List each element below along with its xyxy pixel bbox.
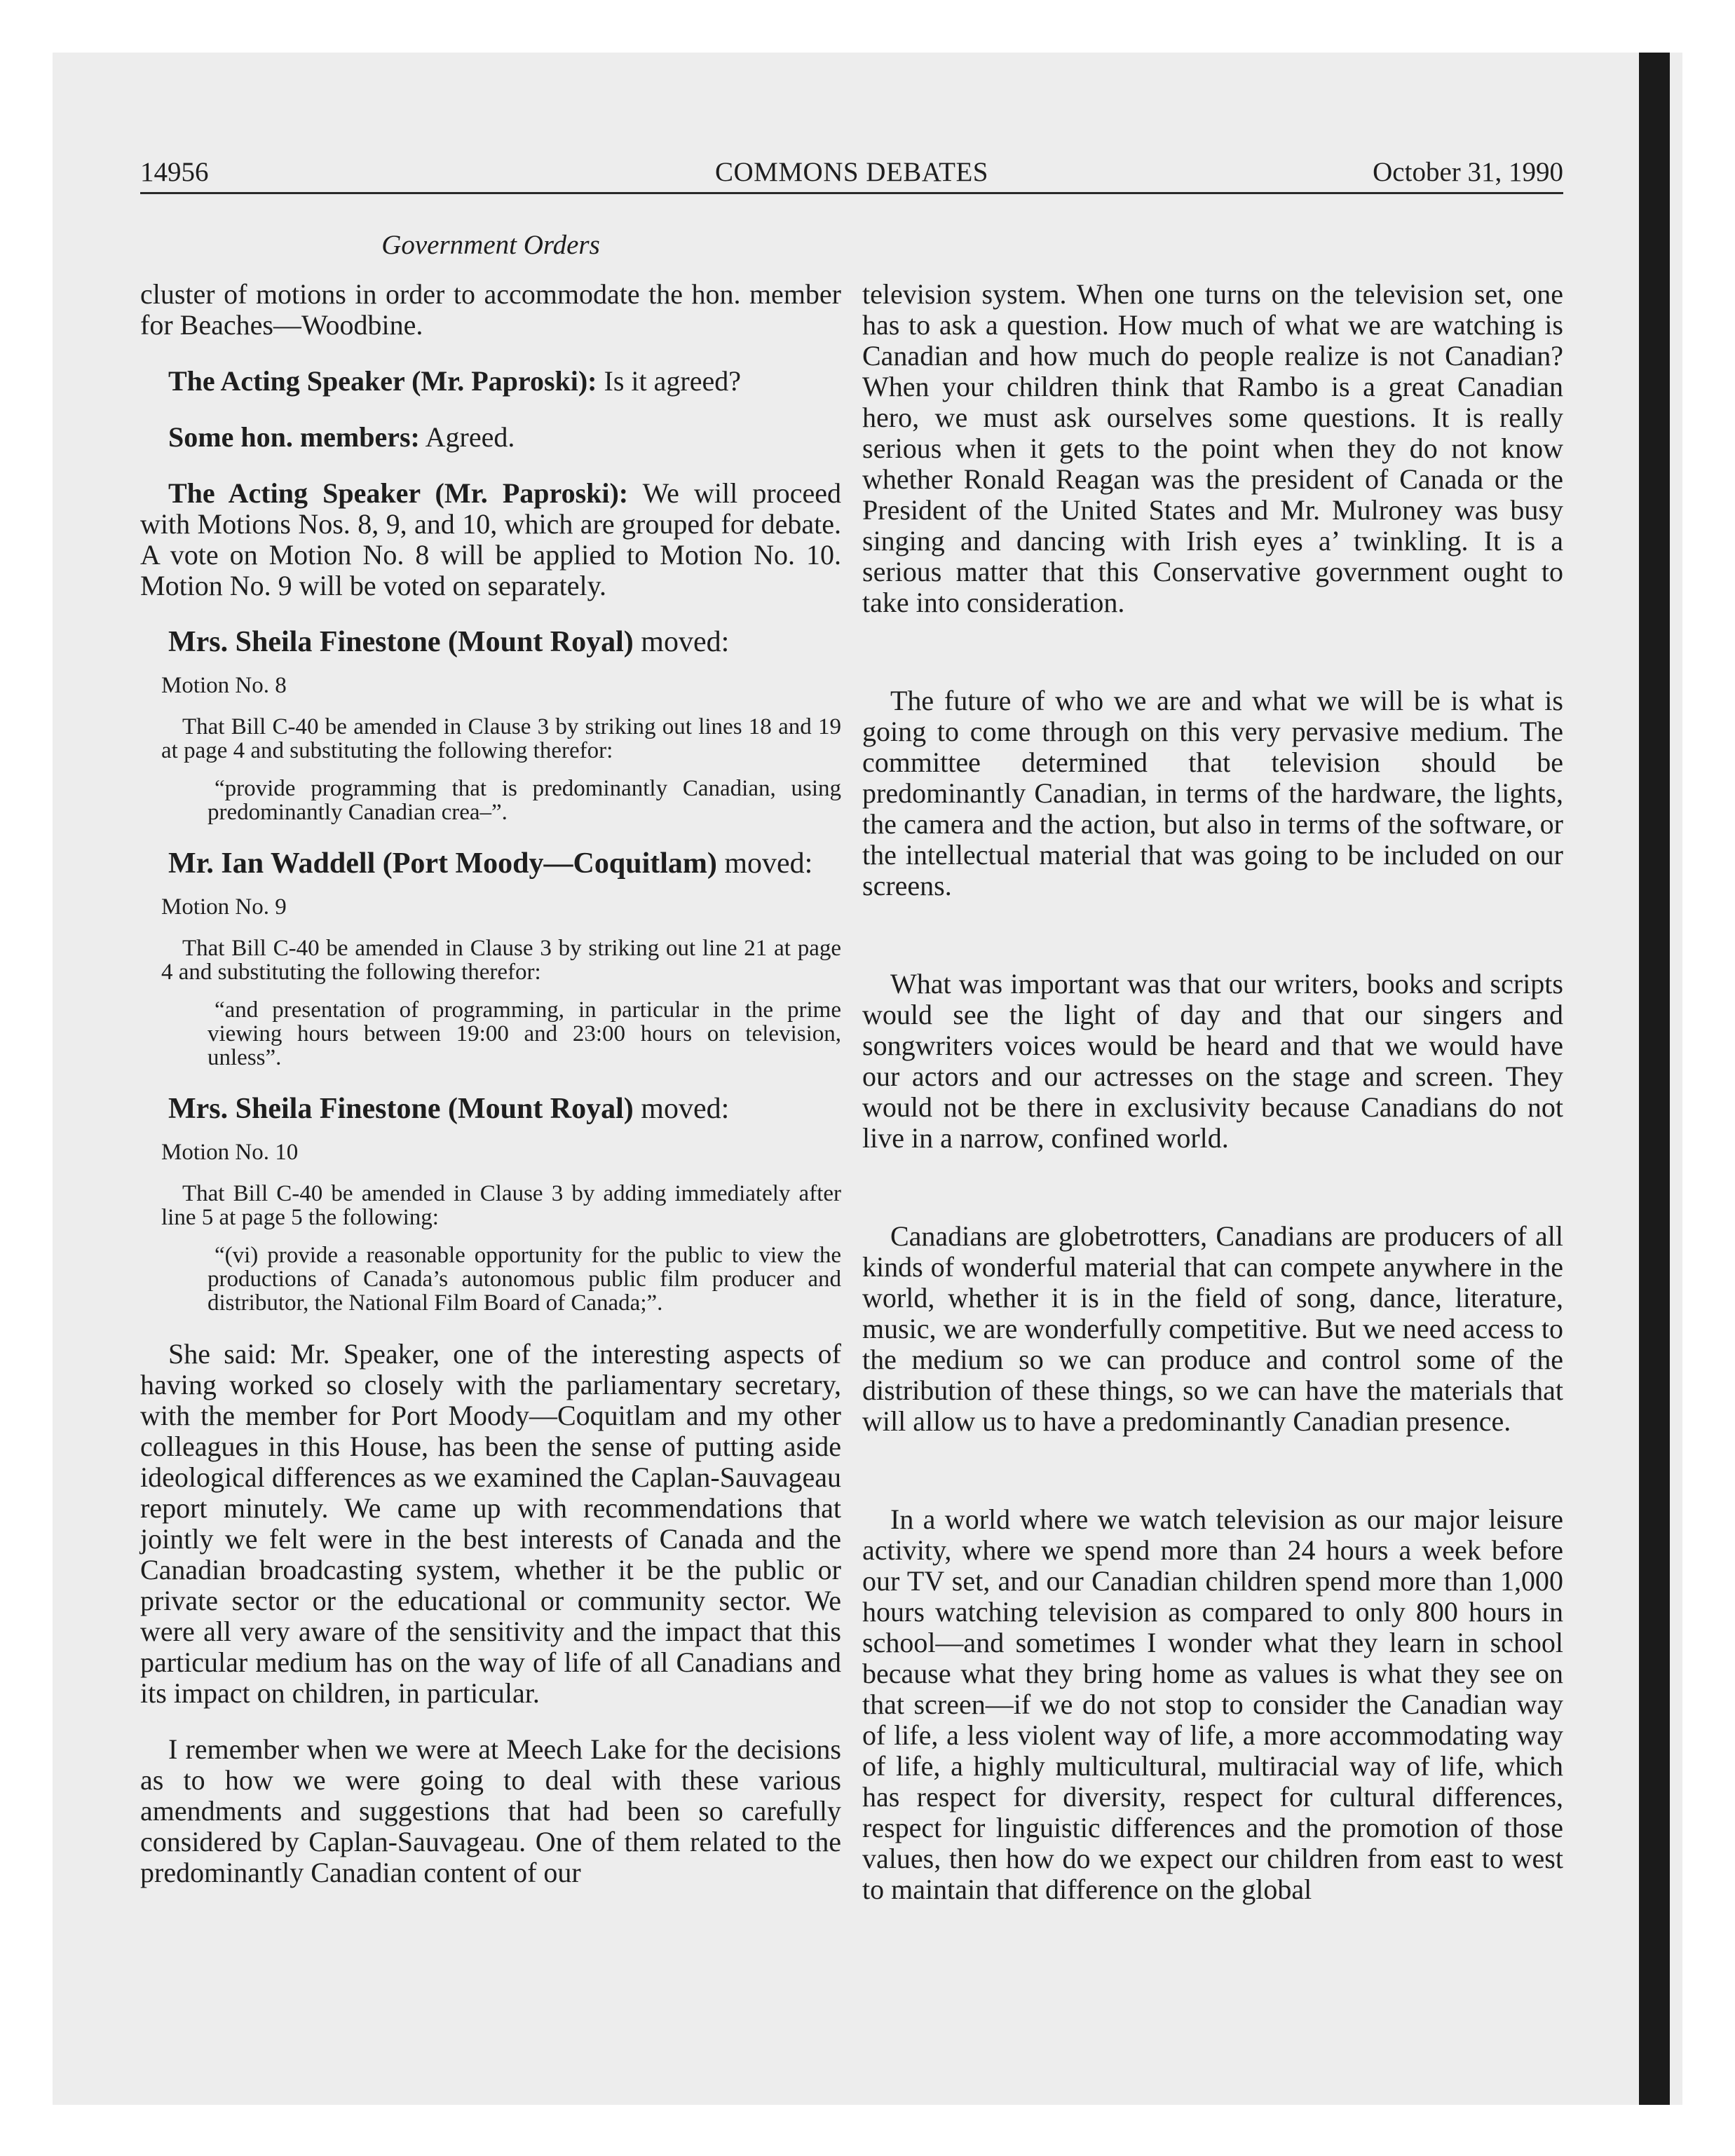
- paragraph: She said: Mr. Speaker, one of the interesting aspects of having worked so closely with the parliamentary secretary, with the member for Port Moody—Coquitlam and my other colleagues in this House, has been the sense of putting aside ideological differences as we examined the Caplan-Sauvageau report minutely. We came up with recommendations that jointly we felt were in the best interests of Canada and the Canadian broadcasting system, whether it be the public or private sector or the educational or community sector. We were all very aware of the sensitivity and the impact that this particular medium has on the way of life of all Canadians and its impact on children, in particular.: [140, 1338, 841, 1709]
- motion-label: Motion No. 10: [161, 1140, 299, 1165]
- moved-word: moved:: [716, 847, 813, 880]
- paragraph: The future of who we are and what we will be is what is going to come through on this very pervasive medium. The committee determined that television should be predominantly Canadian, in terms of the hardware, the lights, the camera and the action, but also in terms of the software, or the intellectual material that was going to be included on our screens.: [862, 685, 1563, 901]
- speaker-name: The Acting Speaker (Mr. Paproski):: [168, 365, 597, 397]
- paragraph: What was important was that our writers, books and scripts would see the light of day and that our singers and songwriters voices would be heard and that we would have our actors and our actresses on the stage and screen. They would not be there in exclusivity because Canadians do not live in a narrow, confined world.: [862, 968, 1563, 1154]
- right-column: [862, 279, 1563, 1972]
- mover-line: [140, 848, 841, 879]
- page-date: October 31, 1990: [1373, 157, 1563, 187]
- motion-quote: “provide programming that is predominantly Canadian, using predominantly Canadian crea–”.: [207, 776, 841, 825]
- motion-text: That Bill C-40 be amended in Clause 3 by adding immediately after line 5 at page 5 the following:: [161, 1181, 841, 1230]
- scan-edge-shadow: [1639, 53, 1670, 2105]
- paragraph: cluster of motions in order to accommodate the hon. member for Beaches—Woodbine.: [140, 278, 841, 341]
- mover-line: [140, 1093, 841, 1124]
- header-rule: [140, 192, 1563, 194]
- mover-name: Mrs. Sheila Finestone (Mount Royal): [168, 626, 634, 658]
- mover-name: Mr. Ian Waddell (Port Moody—Coquitlam): [168, 847, 717, 880]
- paragraph: In a world where we watch television as our major leisure activity, where we spend more than 24 hours a week before our TV set, and our Canadian children spend more than 1,000 hours watching television as compared to only 800 hours in school—and sometimes I wonder what they learn in school because what they bring home as values is what they see on that screen—if we do not stop to consider the Canadian way of life, a less violent way of life, a more accommodating way of life, a highly multicultural, multiracial way of life, which has respect for diversity, respect for cultural differences, respect for linguistic differences and the promotion of those values, then how do we expect our children from east to west to maintain that difference on the global: [862, 1503, 1563, 1905]
- paragraph: Canadians are globetrotters, Canadians are producers of all kinds of wonderful material that can compete anywhere in the world, whether it is in the field of song, dance, literature, music, we are wonderfully competitive. But we need access to the medium so we can produce and control some of the distribution of these things, so we can have the materials that will allow us to have a predominantly Canadian presence.: [862, 1220, 1563, 1437]
- paragraph: I remember when we were at Meech Lake for the decisions as to how we were going to deal with these various amendments and suggestions that had been so carefully considered by Caplan-Sauvageau. One of them related to the predominantly Canadian content of our: [140, 1733, 841, 1888]
- moved-word: moved:: [633, 626, 730, 658]
- speech-text: Agreed.: [419, 421, 515, 453]
- moved-word: moved:: [633, 1093, 730, 1125]
- motion-label: Motion No. 9: [161, 894, 287, 920]
- mover-line: [140, 627, 841, 657]
- motion-text: That Bill C-40 be amended in Clause 3 by striking out line 21 at page 4 and substituting the following therefor:: [161, 936, 841, 985]
- motion-block: [140, 627, 841, 824]
- motion-quote: “and presentation of programming, in particular in the prime viewing hours between 19:00 and 23:00 hours on television, unless”.: [207, 997, 841, 1070]
- motion-block: [140, 1093, 841, 1315]
- mover-name: Mrs. Sheila Finestone (Mount Royal): [168, 1093, 634, 1125]
- section-title: Government Orders: [381, 230, 600, 260]
- speaker-paragraph: [140, 422, 841, 453]
- journal-title: COMMONS DEBATES: [715, 157, 988, 187]
- speech-text: We will proceed with Motions Nos. 8, 9, and 10, which are grouped for debate. A vote on Motion No. 8 will be applied to Motion No. 10. Motion No. 9 will be voted on separately.: [140, 477, 841, 601]
- page-number: 14956: [140, 157, 209, 187]
- motion-block: [140, 848, 841, 1070]
- page-header: [140, 156, 1563, 189]
- motion-label: Motion No. 8: [161, 673, 287, 698]
- speaker-paragraph: [140, 478, 841, 601]
- speaker-name: The Acting Speaker (Mr. Paproski):: [168, 477, 629, 509]
- speaker-name: Some hon. members:: [168, 421, 420, 453]
- motion-quote: “(vi) provide a reasonable opportunity for the public to view the productions of Canada’s autonomous public film producer and distributor, the National Film Board of Canada;”.: [207, 1243, 841, 1316]
- speaker-paragraph: [140, 366, 841, 397]
- motion-text: That Bill C-40 be amended in Clause 3 by striking out lines 18 and 19 at page 4 and substituting the following therefor:: [161, 714, 841, 763]
- left-column: [140, 279, 841, 1913]
- paragraph: television system. When one turns on the television set, one has to ask a question. How much of what we are watching is Canadian and how much do people realize is not Canadian? When your children think that Rambo is a great Canadian hero, we must ask ourselves some questions. It is really serious when it gets to the point when they do not know whether Ronald Reagan was the president of Canada or the President of the United States and Mr. Mulroney was busy singing and dancing with Irish eyes a’ twinkling. It is a serious matter that this Conservative government ought to take into consideration.: [862, 278, 1563, 618]
- speech-text: Is it agreed?: [597, 365, 741, 397]
